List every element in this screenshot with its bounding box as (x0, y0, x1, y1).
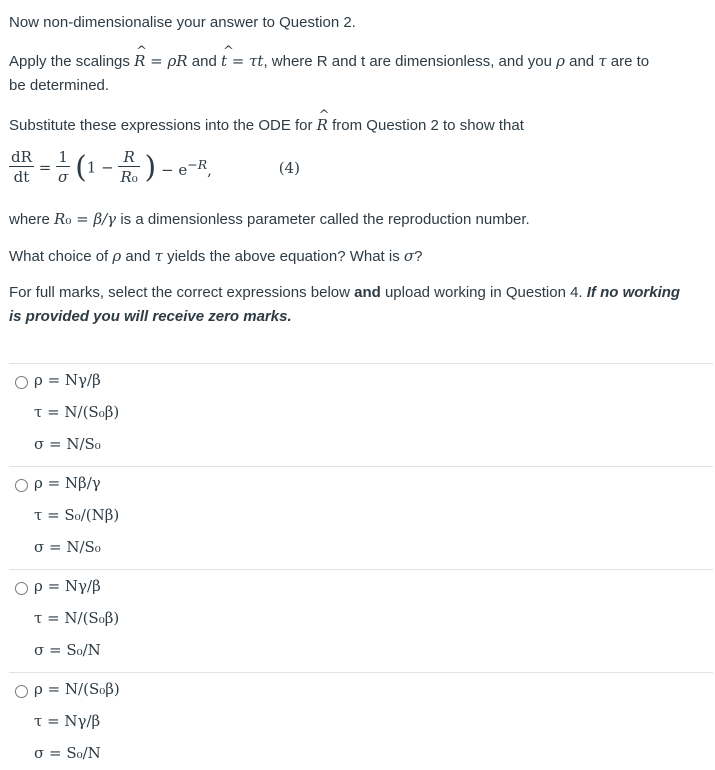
where-line: where R₀ = β/γ is a dimensionless parameter called the reproduction number. (9, 210, 530, 228)
option-tau: τ = N/(S₀β) (34, 609, 120, 627)
radio-button[interactable] (15, 582, 28, 595)
option-tau: τ = N/(S₀β) (34, 403, 120, 421)
option-tau: τ = Nγ/β (34, 712, 101, 730)
choice-question: What choice of ρ and τ yields the above equation? What is σ? (9, 247, 423, 265)
question-title: Now non-dimensionalise your answer to Question 2. (9, 14, 356, 31)
option-divider (9, 672, 713, 673)
option-divider (9, 363, 713, 364)
option-sigma: σ = N/S₀ (34, 435, 101, 453)
option-sigma: σ = S₀/N (34, 744, 101, 762)
option-sigma: σ = S₀/N (34, 641, 101, 659)
radio-button[interactable] (15, 685, 28, 698)
option-rho: ρ = Nβ/γ (34, 474, 101, 492)
option-sigma: σ = N/S₀ (34, 538, 101, 556)
option-rho: ρ = Nγ/β (34, 371, 101, 389)
option-rho: ρ = N/(S₀β) (34, 680, 120, 698)
radio-button[interactable] (15, 376, 28, 389)
marks-line-1: For full marks, select the correct expressions below and upload working in Question 4. If no working (9, 284, 681, 301)
option-divider (9, 466, 713, 467)
scaling-line-2: be determined. (9, 77, 110, 94)
option-divider (9, 569, 713, 570)
radio-button[interactable] (15, 479, 28, 492)
option-rho: ρ = Nγ/β (34, 577, 101, 595)
option-tau: τ = S₀/(Nβ) (34, 506, 120, 524)
equation-4: $\frac{dR}{dt}$ = $\frac{1}{\sigma}$ (1 − $\frac{R}{\text{R₀}}$ ) − $e^{-R}$, (4) (11, 148, 300, 186)
equation-number: (4) (278, 158, 300, 177)
scaling-line-1: Apply the scalings ^ R = ρR and ^ t = τt, where R and t are dimensionless, and you ρ and τ are to (9, 49, 649, 74)
substitute-line: Substitute these expressions into the ODE for ^ R from Question 2 to show that (9, 113, 524, 138)
marks-line-2: is provided you will receive zero marks. (9, 308, 292, 325)
